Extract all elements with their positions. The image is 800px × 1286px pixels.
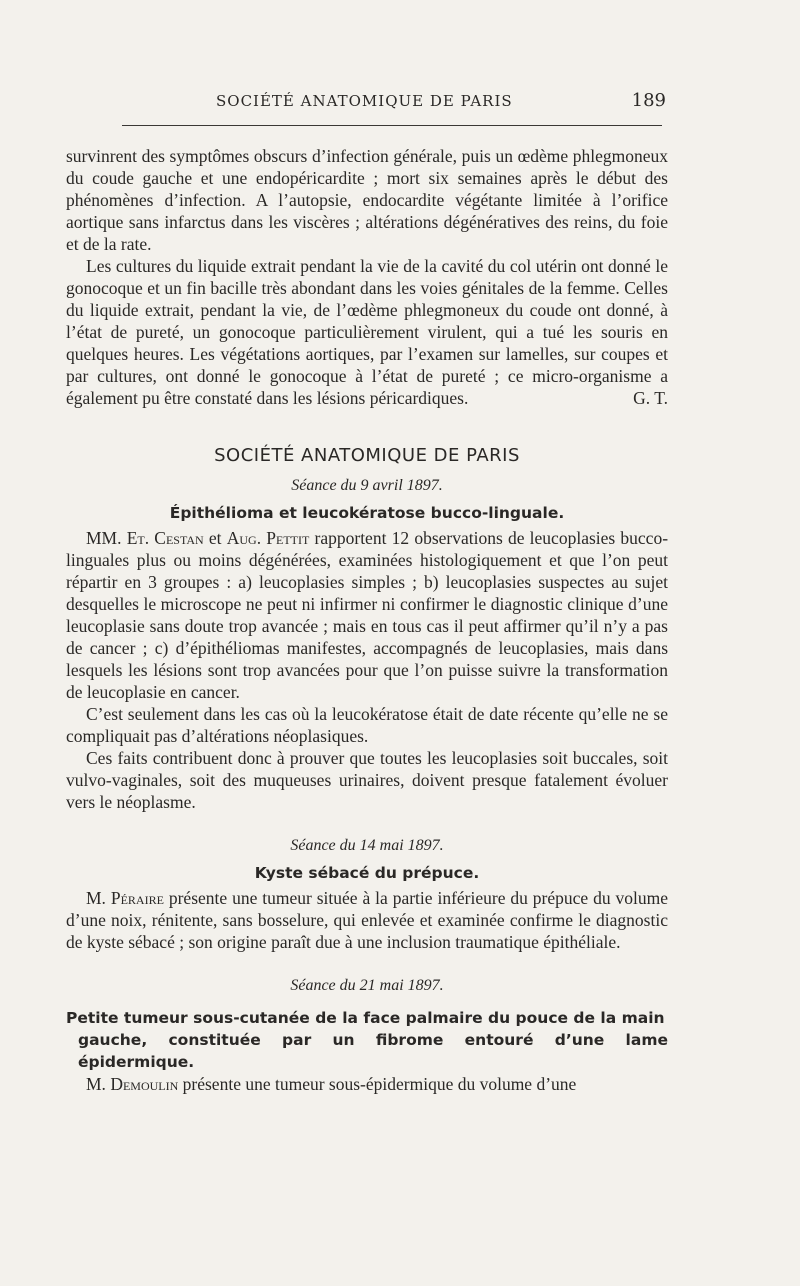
running-head xyxy=(66,90,666,120)
seance-date-1: Séance du 9 avril 1897. xyxy=(291,477,443,494)
continuation-paragraph: survinrent des symptômes obscurs d’infection générale, puis un œdème phlegmoneux du coude gauche et une endopéricardite ; mort six semaines après le début des phénomènes d’infection. A l’autopsie, endocardite végétante limitée à l’orifice aortique sans infarctus dans les viscères ; altérations dégénératives des reins, du foie et de la rate. xyxy=(66,146,668,254)
signature: G. T. xyxy=(633,388,668,408)
conjunction: et xyxy=(208,528,222,548)
spacer xyxy=(66,813,668,833)
article-heading-2: Kyste sébacé du prépuce. xyxy=(254,864,480,882)
author-name: Aug. Pettit xyxy=(226,528,310,548)
spacer xyxy=(66,999,668,1007)
spacer xyxy=(66,431,668,445)
header-rule xyxy=(122,125,662,126)
paragraph-text: présente une tumeur sous-épidermique du volume d’une xyxy=(182,1074,577,1094)
article-heading-3 xyxy=(66,1007,668,1073)
seance-date-2: Séance du 14 mai 1897. xyxy=(290,837,444,854)
page-number: 189 xyxy=(631,90,666,111)
paragraph-text: rapportent 12 observations de leucoplasies bucco-linguales plus ou moins dégénérées, examinées histologiquement et que l’on peut répartir en 3 groupes : a) leucoplasies simples ; b) leucoplasies suspectes au sujet desquelles le microscope ne peut ni infirmer ni confirmer le diagnostic clinique d’une leucoplasie sans doute trop avancée ; mais en tous cas il peut affirmer qu’il n’y a pas de cancer ; c) d’épithéliomas manifestes, accompagnés de leucoplasies, mais dans lesquels les lésions sont trop avancées pour que l’on puisse suivre la transformation de leucoplasie en cancer. xyxy=(66,528,669,702)
article-paragraph-5 xyxy=(66,1073,668,1095)
section-title: SOCIÉTÉ ANATOMIQUE DE PARIS xyxy=(214,445,520,466)
author-name: Demoulin xyxy=(110,1074,179,1094)
article-paragraph-3: Ces faits contribuent donc à prouver que toutes les leucoplasies soit buccales, soit vulvo-vaginales, soit des muqueuses urinaires, doivent presque fatalement évoluer vers le néoplasme. xyxy=(66,748,668,812)
heading-line-2: gauche, constituée par un fibrome entouré d’une lame épidermique. xyxy=(78,1031,668,1071)
spacer xyxy=(66,409,668,431)
culture-paragraph xyxy=(66,255,668,409)
authors-intro: MM. xyxy=(86,528,122,548)
article-heading-1: Épithélioma et leucokératose bucco-linguale. xyxy=(169,504,565,522)
author-name: Et. Cestan xyxy=(126,528,204,548)
spacer xyxy=(66,953,668,973)
author-intro: M. xyxy=(86,1074,106,1094)
article-paragraph-2: C’est seulement dans les cas où la leucokératose était de date récente qu’elle ne se compliquait pas d’altérations néoplasiques. xyxy=(66,704,668,746)
running-title: SOCIÉTÉ ANATOMIQUE DE PARIS xyxy=(216,92,513,110)
seance-date-3: Séance du 21 mai 1897. xyxy=(290,977,444,994)
author-intro: M. xyxy=(86,888,106,908)
article-paragraph-4 xyxy=(66,887,668,953)
body-text xyxy=(66,145,668,1095)
culture-text: Les cultures du liquide extrait pendant la vie de la cavité du col utérin ont donné le gonocoque et un fin bacille très abondant dans les voies génitales de la femme. Celles du liquide extrait, pendant la vie, de l’œdème phlegmoneux du coude ont donné, à l’état de pureté, un gonocoque particulièrement virulent, qui a tué les souris en quelques heures. Les végétations aortiques, par l’examen sur lamelles, sur coupes et par cultures, ont donné le gonocoque à l’état de pureté ; ce micro-organisme a également pu être constaté dans les lésions péricardiques. xyxy=(66,256,668,408)
article-paragraph-1 xyxy=(66,527,668,703)
heading-line-1: Petite tumeur sous-cutanée de la face palmaire du pouce de la main xyxy=(66,1009,665,1027)
paragraph-text: présente une tumeur située à la partie inférieure du prépuce du volume d’une noix, rénitente, sans bosselure, qui enlevée et examinée confirme le diagnostic de kyste sébacé ; son origine paraît due à une inclusion traumatique épithéliale. xyxy=(66,888,669,952)
author-name: Péraire xyxy=(110,888,164,908)
